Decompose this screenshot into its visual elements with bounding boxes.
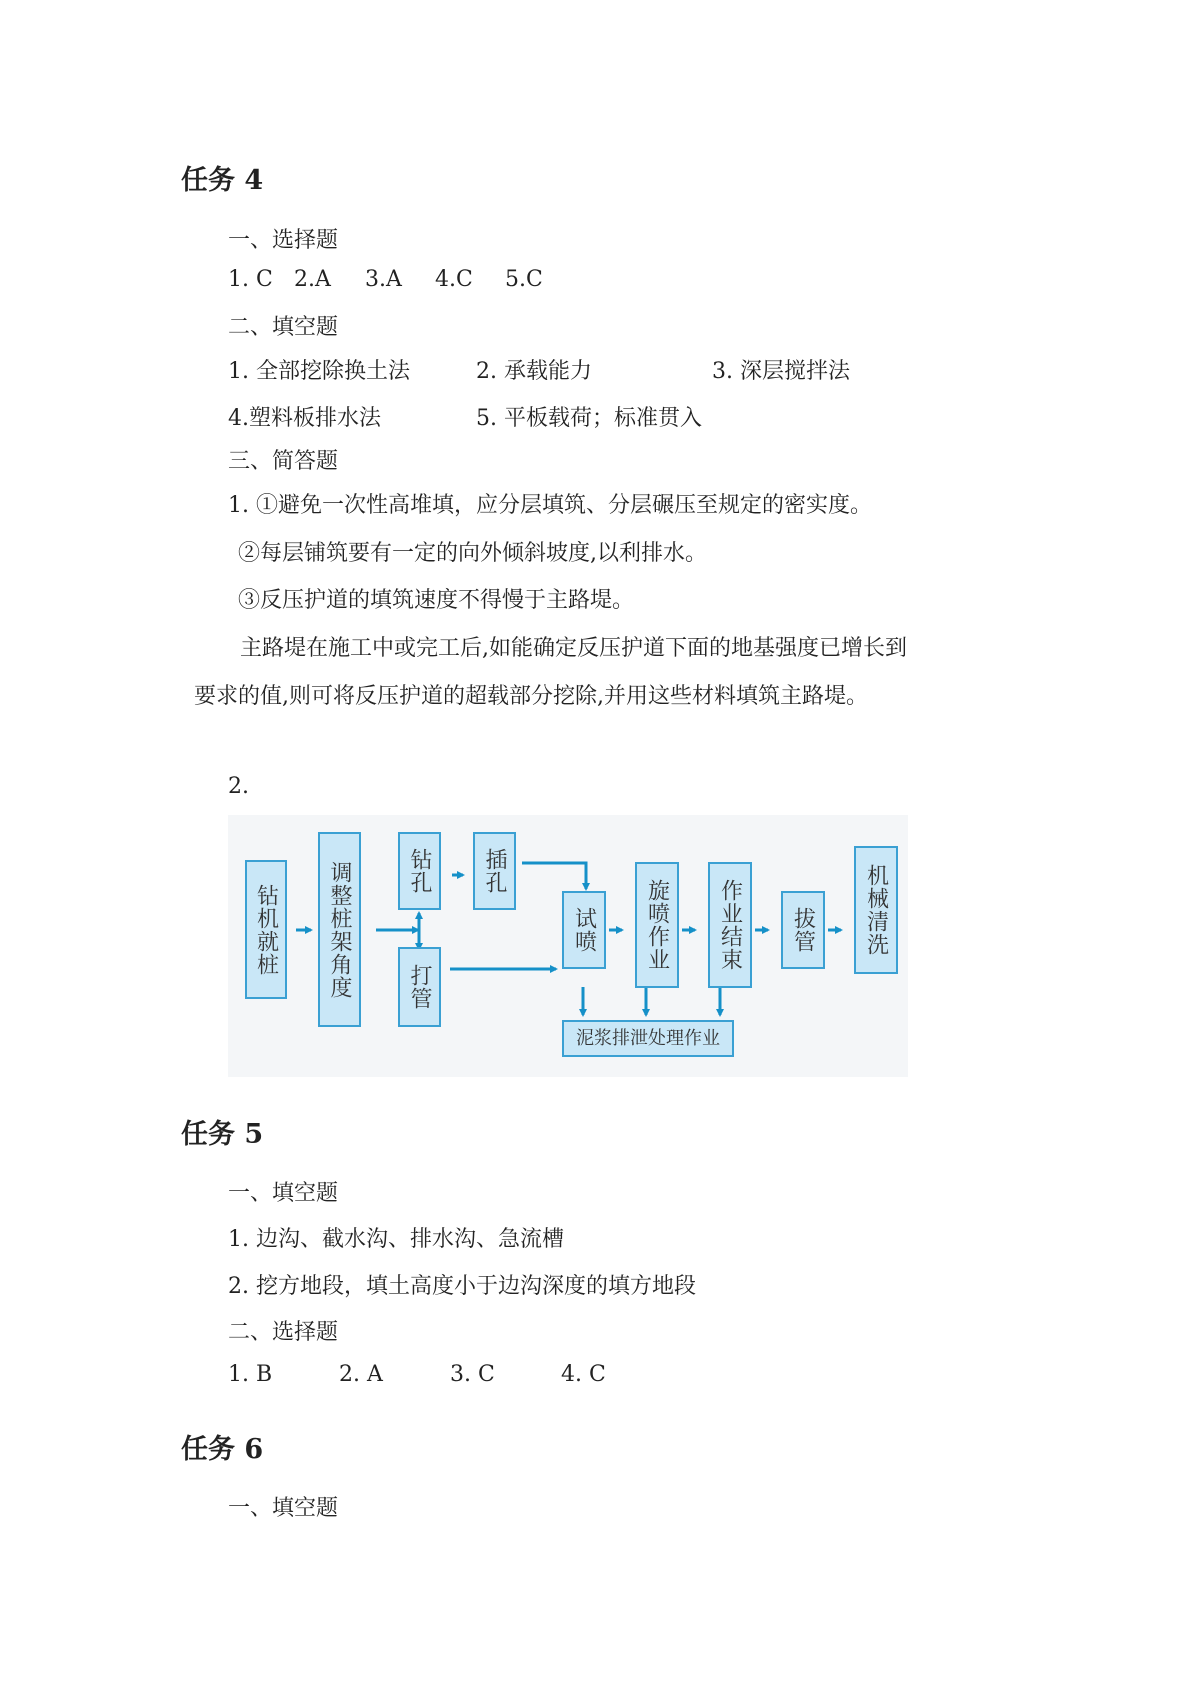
answer-paragraph: 要求的值,则可将反压护道的超载部分挖除,并用这些材料填筑主路堤。 xyxy=(194,684,868,709)
flow-step: 钻孔 xyxy=(398,832,441,910)
flow-step: 插孔 xyxy=(473,832,516,910)
answer-item: 5. 平板载荷；标准贯入 xyxy=(476,406,702,431)
section-title-task5: 任务 5 xyxy=(181,1119,264,1150)
answer-item: 2. xyxy=(228,774,249,799)
flow-step: 拔管 xyxy=(781,891,825,969)
answer-item: 4.C xyxy=(435,267,473,292)
section-title-task4: 任务 4 xyxy=(181,165,264,196)
answer-item: 4.塑料板排水法 xyxy=(228,406,381,431)
answer-item: 3. C xyxy=(450,1362,495,1387)
answer-paragraph: 1. ①避免一次性高堆填，应分层填筑、分层碾压至规定的密实度。 xyxy=(228,493,872,518)
subsection-heading: 一、填空题 xyxy=(228,1181,339,1206)
flow-step: 作业结束 xyxy=(708,862,752,988)
answer-item: 1. B xyxy=(228,1362,273,1387)
answer-item: 4. C xyxy=(561,1362,606,1387)
answer-item: 2. A xyxy=(339,1362,383,1387)
answer-paragraph: 主路堤在施工中或完工后,如能确定反压护道下面的地基强度已增长到 xyxy=(240,636,907,661)
flow-step: 打管 xyxy=(398,947,441,1027)
flow-step: 钻机就桩 xyxy=(245,860,287,999)
section-title-task6: 任务 6 xyxy=(181,1434,264,1465)
answer-item: 2. 挖方地段，填土高度小于边沟深度的填方地段 xyxy=(228,1274,696,1299)
answer-item: 5.C xyxy=(505,267,543,292)
subsection-heading: 二、选择题 xyxy=(228,1320,339,1345)
subsection-heading: 一、选择题 xyxy=(228,228,339,253)
flow-step: 机械清洗 xyxy=(854,846,898,974)
answer-item: 1. 全部挖除换土法 xyxy=(228,359,410,384)
answer-item: 1. C xyxy=(228,267,273,292)
flow-step: 试喷 xyxy=(562,891,606,969)
flowchart xyxy=(228,815,908,1077)
answer-paragraph: ③反压护道的填筑速度不得慢于主路堤。 xyxy=(238,588,635,613)
flow-step: 调整桩架角度 xyxy=(318,832,361,1027)
flow-step-wide: 泥浆排泄处理作业 xyxy=(562,1020,734,1057)
answer-paragraph: ②每层铺筑要有一定的向外倾斜坡度,以利排水。 xyxy=(238,541,707,566)
answer-item: 2. 承载能力 xyxy=(476,359,592,384)
subsection-heading: 一、填空题 xyxy=(228,1496,339,1521)
subsection-heading: 三、简答题 xyxy=(228,449,339,474)
answer-item: 3.A xyxy=(365,267,402,292)
arrow-elbow xyxy=(522,863,586,889)
subsection-heading: 二、填空题 xyxy=(228,315,339,340)
flow-step: 旋喷作业 xyxy=(635,862,679,988)
answer-item: 3. 深层搅拌法 xyxy=(712,359,850,384)
answer-item: 1. 边沟、截水沟、排水沟、急流槽 xyxy=(228,1227,564,1252)
answer-item: 2.A xyxy=(294,267,331,292)
